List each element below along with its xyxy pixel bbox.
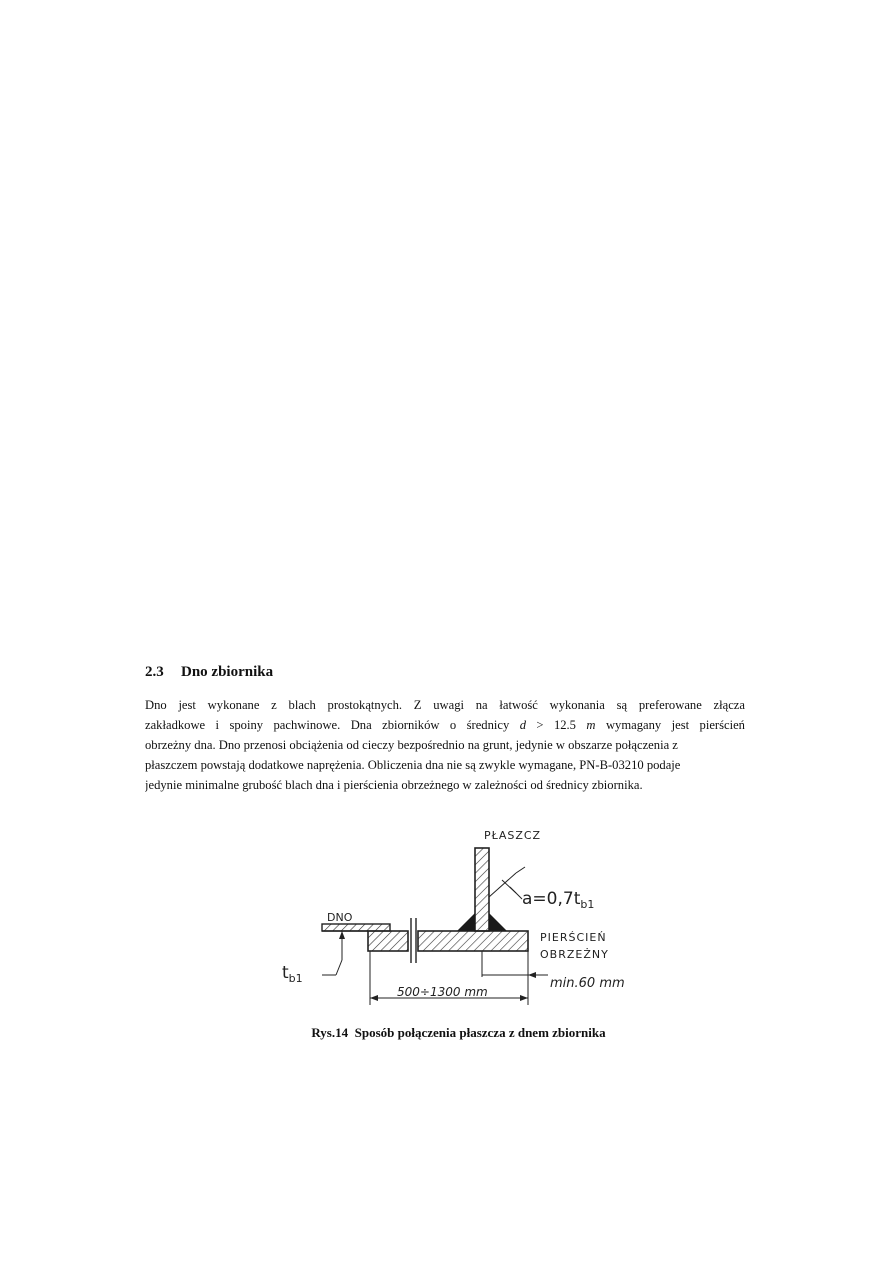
paragraph-line-2 (145, 715, 745, 735)
bottom-plate-lap (368, 931, 408, 951)
caption-text: Sposób połączenia płaszcza z dnem zbiornika (354, 1025, 606, 1040)
label-shell: PŁASZCZ (484, 829, 542, 842)
paragraph-line-2-end: wymagany jest pierścień (605, 718, 745, 732)
math-variable-d: d (519, 718, 526, 732)
section-number: 2.3 (145, 664, 164, 680)
fillet-weld-left (457, 913, 475, 931)
caption-label: Rys.14 (311, 1025, 349, 1040)
figure-caption (0, 1025, 893, 1041)
connection-drawing (270, 815, 650, 1020)
label-bottom: DNO (327, 911, 353, 924)
paragraph-line-4: płaszczem powstają dodatkowe naprężenia. Obliczenia dna nie są zwykle wymagane, PN-B-03210 podaje (145, 758, 681, 772)
bottom-plate (322, 924, 390, 931)
section-heading (145, 664, 273, 681)
label-weld-sub: b1 (580, 898, 595, 911)
math-operator: > 12.5 (526, 718, 587, 732)
paragraph-line-5: jedynie minimalne grubość blach dna i pierścienia obrzeżnego w zależności od średnicy zbiornika. (145, 778, 643, 792)
fillet-weld-right (489, 913, 507, 931)
annular-ring-plate (418, 931, 528, 951)
label-thickness-t: t (282, 963, 289, 983)
label-weld-a: a=0,7t (522, 889, 581, 909)
label-ring-line1: PIERŚCIEŃ (540, 931, 607, 944)
label-thickness (282, 963, 303, 985)
label-span: 500÷1300 mm (397, 985, 488, 999)
section-title: Dno zbiornika (181, 664, 274, 680)
paragraph-line-3: obrzeżny dna. Dno przenosi obciążenia od cieczy bezpośrednio na grunt, jedynie w obszarze połączenia z (145, 738, 678, 752)
paragraph-line-1: Dno jest wykonane z blach prostokątnych. Z uwagi na łatwość wykonania są preferowane złącza (145, 698, 745, 712)
body-paragraph (145, 695, 745, 795)
label-weld (522, 889, 594, 911)
label-ring-line2: OBRZEŻNY (540, 948, 609, 961)
paragraph-line-2-start: zakładkowe i spoiny pachwinowe. Dna zbiorników o średnicy (145, 718, 510, 732)
label-thickness-sub: b1 (288, 972, 303, 985)
math-unit-m: m (586, 718, 596, 732)
label-min: min.60 mm (550, 976, 625, 991)
shell-plate (475, 848, 489, 931)
